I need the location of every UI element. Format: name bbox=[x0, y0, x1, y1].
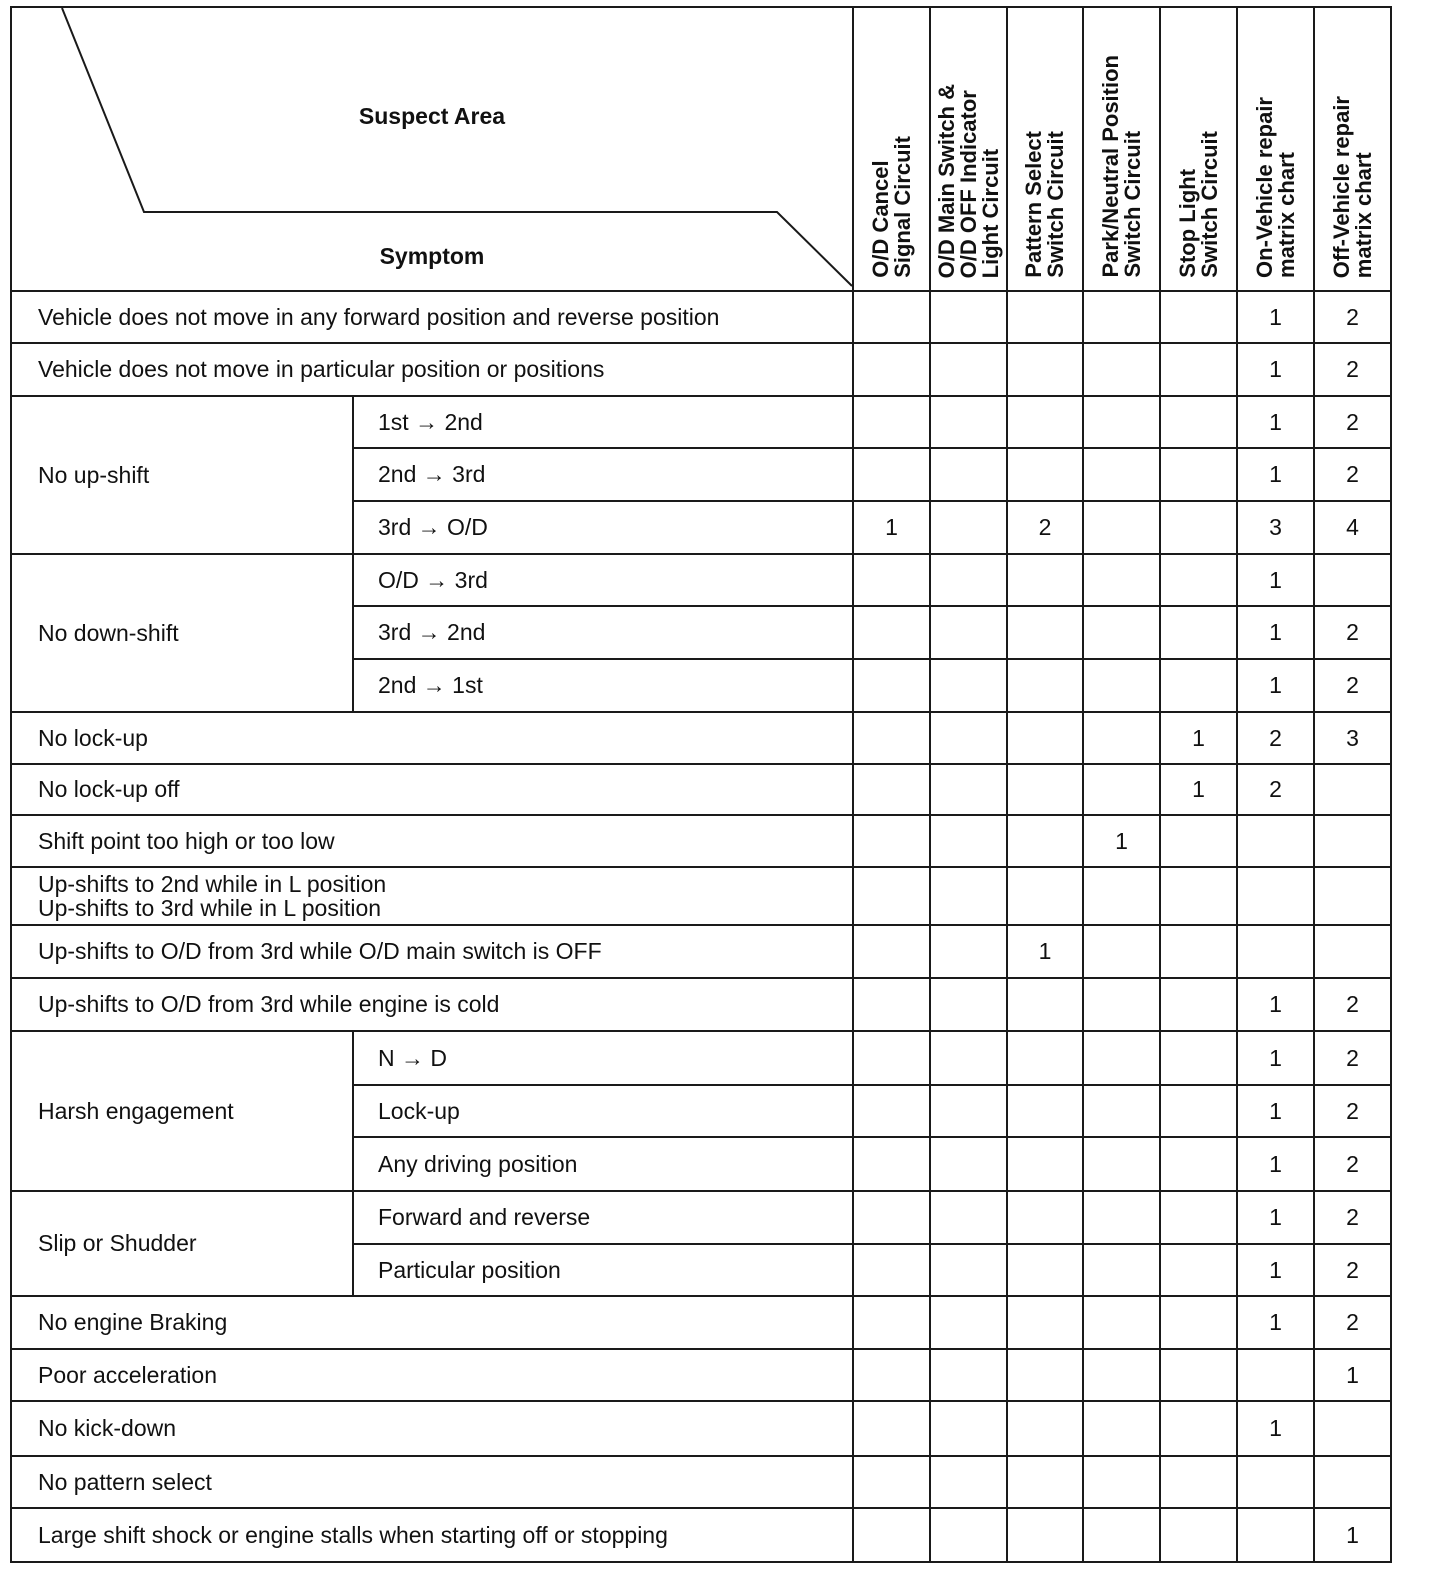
matrix-value-cell bbox=[930, 291, 1007, 343]
matrix-value-cell bbox=[1007, 343, 1083, 396]
matrix-value-cell bbox=[853, 1296, 930, 1349]
column-header-label: O/D Cancel Signal Circuit bbox=[867, 136, 915, 278]
matrix-value-cell: 2 bbox=[1314, 1137, 1391, 1191]
column-header-1 bbox=[853, 7, 930, 291]
matrix-value-cell: 2 bbox=[1237, 712, 1314, 764]
matrix-value-cell bbox=[1160, 1456, 1237, 1508]
table-row bbox=[11, 396, 1391, 448]
matrix-value-cell bbox=[1007, 1401, 1083, 1456]
matrix-value-cell bbox=[1007, 1456, 1083, 1508]
matrix-value-cell bbox=[930, 1191, 1007, 1244]
matrix-value-cell bbox=[853, 606, 930, 659]
table-row bbox=[11, 1191, 1391, 1244]
matrix-value-cell bbox=[1160, 501, 1237, 554]
matrix-value-cell: 1 bbox=[1237, 343, 1314, 396]
matrix-value-cell bbox=[1160, 396, 1237, 448]
matrix-value-cell bbox=[1160, 606, 1237, 659]
table-row bbox=[11, 1031, 1391, 1085]
matrix-value-cell: 1 bbox=[853, 501, 930, 554]
matrix-value-cell bbox=[1007, 712, 1083, 764]
matrix-value-cell bbox=[853, 448, 930, 501]
matrix-value-cell bbox=[853, 978, 930, 1031]
symptom-cell: Vehicle does not move in any forward position and reverse position bbox=[11, 291, 853, 343]
matrix-value-cell: 1 bbox=[1237, 1137, 1314, 1191]
column-header-label: Stop Light Switch Circuit bbox=[1174, 131, 1222, 278]
matrix-value-cell bbox=[1160, 1349, 1237, 1401]
matrix-value-cell bbox=[1083, 867, 1160, 925]
matrix-value-cell bbox=[1160, 291, 1237, 343]
symptom-sub-cell: Forward and reverse bbox=[353, 1191, 853, 1244]
matrix-value-cell bbox=[1083, 396, 1160, 448]
matrix-value-cell bbox=[853, 1349, 930, 1401]
matrix-value-cell bbox=[1007, 1191, 1083, 1244]
column-header-2 bbox=[930, 7, 1007, 291]
matrix-value-cell: 1 bbox=[1237, 554, 1314, 606]
matrix-value-cell bbox=[1007, 448, 1083, 501]
suspect-area-label: Suspect Area bbox=[358, 103, 506, 129]
matrix-value-cell bbox=[1160, 1296, 1237, 1349]
matrix-value-cell bbox=[853, 867, 930, 925]
matrix-wrapper bbox=[10, 6, 1392, 1563]
matrix-value-cell bbox=[1237, 1508, 1314, 1562]
column-header-label: Pattern Select Switch Circuit bbox=[1021, 131, 1068, 278]
column-header-6 bbox=[1237, 7, 1314, 291]
matrix-value-cell bbox=[1160, 1085, 1237, 1137]
matrix-value-cell bbox=[1007, 764, 1083, 815]
column-header-label: On-Vehicle repair matrix chart bbox=[1251, 97, 1299, 278]
matrix-value-cell bbox=[1160, 978, 1237, 1031]
matrix-value-cell: 2 bbox=[1314, 396, 1391, 448]
table-row bbox=[11, 867, 1391, 925]
matrix-value-cell bbox=[930, 343, 1007, 396]
matrix-value-cell bbox=[930, 1244, 1007, 1296]
symptom-cell: Large shift shock or engine stalls when starting off or stopping bbox=[11, 1508, 853, 1562]
matrix-value-cell: 1 bbox=[1083, 815, 1160, 867]
matrix-value-cell bbox=[1007, 1296, 1083, 1349]
matrix-value-cell: 2 bbox=[1314, 343, 1391, 396]
matrix-value-cell bbox=[930, 978, 1007, 1031]
symptom-sub-cell: 1st → 2nd bbox=[353, 396, 853, 448]
matrix-value-cell bbox=[1007, 1031, 1083, 1085]
matrix-value-cell bbox=[930, 396, 1007, 448]
symptom-sub-cell: 2nd → 3rd bbox=[353, 448, 853, 501]
matrix-value-cell bbox=[1083, 1401, 1160, 1456]
matrix-value-cell bbox=[930, 1085, 1007, 1137]
table-row bbox=[11, 1296, 1391, 1349]
matrix-value-cell bbox=[853, 1508, 930, 1562]
matrix-value-cell bbox=[930, 1349, 1007, 1401]
matrix-value-cell bbox=[1083, 606, 1160, 659]
matrix-value-cell bbox=[853, 1401, 930, 1456]
matrix-value-cell: 2 bbox=[1314, 448, 1391, 501]
matrix-value-cell bbox=[930, 501, 1007, 554]
symptom-group-cell: No up-shift bbox=[11, 396, 353, 554]
matrix-value-cell bbox=[1083, 978, 1160, 1031]
matrix-value-cell bbox=[930, 1508, 1007, 1562]
symptom-sub-cell: 3rd → O/D bbox=[353, 501, 853, 554]
symptom-sub-cell: N → D bbox=[353, 1031, 853, 1085]
matrix-value-cell: 1 bbox=[1007, 925, 1083, 978]
matrix-value-cell bbox=[1237, 815, 1314, 867]
matrix-value-cell: 1 bbox=[1237, 291, 1314, 343]
matrix-value-cell bbox=[930, 712, 1007, 764]
matrix-value-cell bbox=[930, 1401, 1007, 1456]
symptom-cell: Up-shifts to O/D from 3rd while O/D main switch is OFF bbox=[11, 925, 853, 978]
symptom-cell: Up-shifts to 2nd while in L position Up-shifts to 3rd while in L position bbox=[11, 867, 853, 925]
matrix-value-cell bbox=[1160, 815, 1237, 867]
symptom-sub-cell: Lock-up bbox=[353, 1085, 853, 1137]
symptom-sub-cell: O/D → 3rd bbox=[353, 554, 853, 606]
table-row bbox=[11, 343, 1391, 396]
column-header-label: Park/Neutral Position Switch Circuit bbox=[1097, 55, 1145, 278]
matrix-value-cell: 1 bbox=[1237, 978, 1314, 1031]
table-row bbox=[11, 978, 1391, 1031]
matrix-value-cell: 2 bbox=[1314, 659, 1391, 712]
matrix-value-cell: 1 bbox=[1237, 1191, 1314, 1244]
matrix-value-cell bbox=[853, 291, 930, 343]
table-row bbox=[11, 1349, 1391, 1401]
matrix-value-cell: 1 bbox=[1237, 659, 1314, 712]
matrix-value-cell bbox=[1083, 1456, 1160, 1508]
table-row bbox=[11, 291, 1391, 343]
matrix-value-cell bbox=[1007, 606, 1083, 659]
matrix-value-cell bbox=[1237, 925, 1314, 978]
matrix-value-cell bbox=[1083, 1191, 1160, 1244]
matrix-value-cell bbox=[853, 554, 930, 606]
matrix-value-cell: 1 bbox=[1237, 1401, 1314, 1456]
matrix-value-cell bbox=[853, 343, 930, 396]
symptom-label: Symptom bbox=[379, 243, 485, 269]
matrix-value-cell bbox=[1160, 659, 1237, 712]
matrix-value-cell bbox=[1083, 659, 1160, 712]
matrix-value-cell: 2 bbox=[1314, 1085, 1391, 1137]
symptom-group-cell: No down-shift bbox=[11, 554, 353, 712]
matrix-value-cell bbox=[1160, 448, 1237, 501]
symptom-cell: Shift point too high or too low bbox=[11, 815, 853, 867]
matrix-value-cell bbox=[930, 764, 1007, 815]
matrix-value-cell bbox=[1007, 1137, 1083, 1191]
table-row bbox=[11, 1456, 1391, 1508]
column-header-3 bbox=[1007, 7, 1083, 291]
matrix-value-cell bbox=[930, 815, 1007, 867]
matrix-value-cell bbox=[1083, 448, 1160, 501]
matrix-value-cell bbox=[1237, 867, 1314, 925]
matrix-value-cell bbox=[1160, 1191, 1237, 1244]
matrix-value-cell: 1 bbox=[1237, 396, 1314, 448]
matrix-value-cell bbox=[853, 659, 930, 712]
matrix-value-cell: 4 bbox=[1314, 501, 1391, 554]
column-header-7 bbox=[1314, 7, 1391, 291]
matrix-value-cell bbox=[853, 925, 930, 978]
matrix-value-cell: 1 bbox=[1237, 448, 1314, 501]
column-header-5 bbox=[1160, 7, 1237, 291]
matrix-value-cell: 3 bbox=[1314, 712, 1391, 764]
matrix-value-cell: 2 bbox=[1314, 291, 1391, 343]
matrix-value-cell bbox=[853, 1137, 930, 1191]
matrix-value-cell bbox=[1083, 1244, 1160, 1296]
matrix-value-cell bbox=[853, 1456, 930, 1508]
matrix-value-cell: 2 bbox=[1237, 764, 1314, 815]
matrix-value-cell bbox=[1314, 1456, 1391, 1508]
symptom-cell: Vehicle does not move in particular position or positions bbox=[11, 343, 853, 396]
matrix-value-cell bbox=[853, 712, 930, 764]
matrix-value-cell bbox=[1083, 925, 1160, 978]
matrix-value-cell bbox=[1160, 1401, 1237, 1456]
matrix-value-cell: 2 bbox=[1314, 978, 1391, 1031]
matrix-value-cell bbox=[1160, 925, 1237, 978]
symptom-sub-cell: 2nd → 1st bbox=[353, 659, 853, 712]
matrix-value-cell bbox=[1083, 554, 1160, 606]
matrix-value-cell: 3 bbox=[1237, 501, 1314, 554]
matrix-value-cell bbox=[930, 867, 1007, 925]
matrix-value-cell: 2 bbox=[1314, 606, 1391, 659]
header-row bbox=[11, 7, 1391, 291]
header-corner-cell bbox=[11, 7, 853, 291]
table-row bbox=[11, 712, 1391, 764]
matrix-value-cell bbox=[930, 448, 1007, 501]
matrix-value-cell bbox=[853, 1191, 930, 1244]
column-header-4 bbox=[1083, 7, 1160, 291]
matrix-value-cell bbox=[1160, 867, 1237, 925]
matrix-value-cell bbox=[1083, 1349, 1160, 1401]
matrix-value-cell bbox=[1083, 764, 1160, 815]
matrix-value-cell bbox=[1160, 1508, 1237, 1562]
matrix-value-cell bbox=[1083, 1137, 1160, 1191]
symptom-sub-cell: Particular position bbox=[353, 1244, 853, 1296]
matrix-value-cell bbox=[1237, 1349, 1314, 1401]
matrix-value-cell bbox=[1083, 1085, 1160, 1137]
matrix-value-cell bbox=[1160, 554, 1237, 606]
matrix-value-cell: 1 bbox=[1314, 1508, 1391, 1562]
matrix-value-cell bbox=[1314, 925, 1391, 978]
table-row bbox=[11, 1401, 1391, 1456]
matrix-value-cell bbox=[853, 1085, 930, 1137]
matrix-value-cell: 1 bbox=[1314, 1349, 1391, 1401]
symptom-cell: No engine Braking bbox=[11, 1296, 853, 1349]
matrix-value-cell bbox=[1007, 291, 1083, 343]
symptom-cell: No lock-up off bbox=[11, 764, 853, 815]
matrix-value-cell: 2 bbox=[1314, 1191, 1391, 1244]
matrix-value-cell bbox=[853, 815, 930, 867]
matrix-value-cell: 2 bbox=[1314, 1296, 1391, 1349]
matrix-value-cell bbox=[930, 1296, 1007, 1349]
matrix-value-cell: 2 bbox=[1314, 1031, 1391, 1085]
matrix-value-cell bbox=[1083, 712, 1160, 764]
symptom-group-cell: Harsh engagement bbox=[11, 1031, 353, 1191]
symptom-cell: No lock-up bbox=[11, 712, 853, 764]
matrix-value-cell bbox=[853, 764, 930, 815]
matrix-value-cell bbox=[1007, 1508, 1083, 1562]
troubleshooting-matrix-table bbox=[10, 6, 1392, 1563]
symptom-cell: No pattern select bbox=[11, 1456, 853, 1508]
matrix-value-cell bbox=[930, 659, 1007, 712]
matrix-value-cell bbox=[853, 396, 930, 448]
matrix-body bbox=[11, 291, 1391, 1562]
matrix-value-cell bbox=[1007, 815, 1083, 867]
symptom-group-cell: Slip or Shudder bbox=[11, 1191, 353, 1296]
matrix-value-cell bbox=[1083, 501, 1160, 554]
matrix-value-cell: 1 bbox=[1160, 712, 1237, 764]
matrix-value-cell bbox=[1237, 1456, 1314, 1508]
matrix-value-cell bbox=[1314, 554, 1391, 606]
symptom-sub-cell: 3rd → 2nd bbox=[353, 606, 853, 659]
matrix-value-cell bbox=[1083, 1296, 1160, 1349]
matrix-value-cell bbox=[853, 1031, 930, 1085]
matrix-value-cell bbox=[1160, 1137, 1237, 1191]
matrix-value-cell bbox=[930, 606, 1007, 659]
matrix-value-cell bbox=[853, 1244, 930, 1296]
table-row bbox=[11, 554, 1391, 606]
table-row bbox=[11, 815, 1391, 867]
table-row bbox=[11, 925, 1391, 978]
matrix-value-cell bbox=[930, 554, 1007, 606]
matrix-value-cell: 1 bbox=[1237, 1244, 1314, 1296]
matrix-value-cell bbox=[1083, 1508, 1160, 1562]
matrix-value-cell bbox=[1314, 867, 1391, 925]
matrix-value-cell bbox=[1314, 764, 1391, 815]
matrix-value-cell bbox=[1007, 1349, 1083, 1401]
matrix-value-cell bbox=[1007, 978, 1083, 1031]
matrix-value-cell bbox=[1007, 659, 1083, 712]
matrix-value-cell: 1 bbox=[1160, 764, 1237, 815]
matrix-value-cell: 1 bbox=[1237, 1296, 1314, 1349]
matrix-value-cell: 2 bbox=[1314, 1244, 1391, 1296]
matrix-value-cell: 1 bbox=[1237, 1085, 1314, 1137]
matrix-value-cell bbox=[1083, 1031, 1160, 1085]
matrix-value-cell bbox=[1083, 343, 1160, 396]
matrix-value-cell bbox=[1007, 554, 1083, 606]
matrix-value-cell bbox=[1160, 1031, 1237, 1085]
column-header-label: Off-Vehicle repair matrix chart bbox=[1328, 95, 1376, 278]
table-row bbox=[11, 764, 1391, 815]
matrix-value-cell bbox=[1007, 1244, 1083, 1296]
matrix-value-cell: 1 bbox=[1237, 1031, 1314, 1085]
matrix-value-cell bbox=[1160, 343, 1237, 396]
column-header-label: O/D Main Switch & O/D OFF Indicator Light Circuit bbox=[933, 83, 1003, 278]
matrix-value-cell: 1 bbox=[1237, 606, 1314, 659]
symptom-cell: No kick-down bbox=[11, 1401, 853, 1456]
matrix-value-cell bbox=[930, 1137, 1007, 1191]
matrix-value-cell bbox=[930, 925, 1007, 978]
matrix-value-cell bbox=[1314, 1401, 1391, 1456]
symptom-cell: Up-shifts to O/D from 3rd while engine is cold bbox=[11, 978, 853, 1031]
symptom-sub-cell: Any driving position bbox=[353, 1137, 853, 1191]
matrix-value-cell bbox=[930, 1031, 1007, 1085]
table-row bbox=[11, 1508, 1391, 1562]
matrix-value-cell bbox=[1160, 1244, 1237, 1296]
matrix-value-cell bbox=[1314, 815, 1391, 867]
matrix-value-cell bbox=[1007, 867, 1083, 925]
matrix-value-cell bbox=[1083, 291, 1160, 343]
matrix-value-cell: 2 bbox=[1007, 501, 1083, 554]
symptom-cell: Poor acceleration bbox=[11, 1349, 853, 1401]
matrix-value-cell bbox=[1007, 1085, 1083, 1137]
matrix-value-cell bbox=[930, 1456, 1007, 1508]
matrix-value-cell bbox=[1007, 396, 1083, 448]
